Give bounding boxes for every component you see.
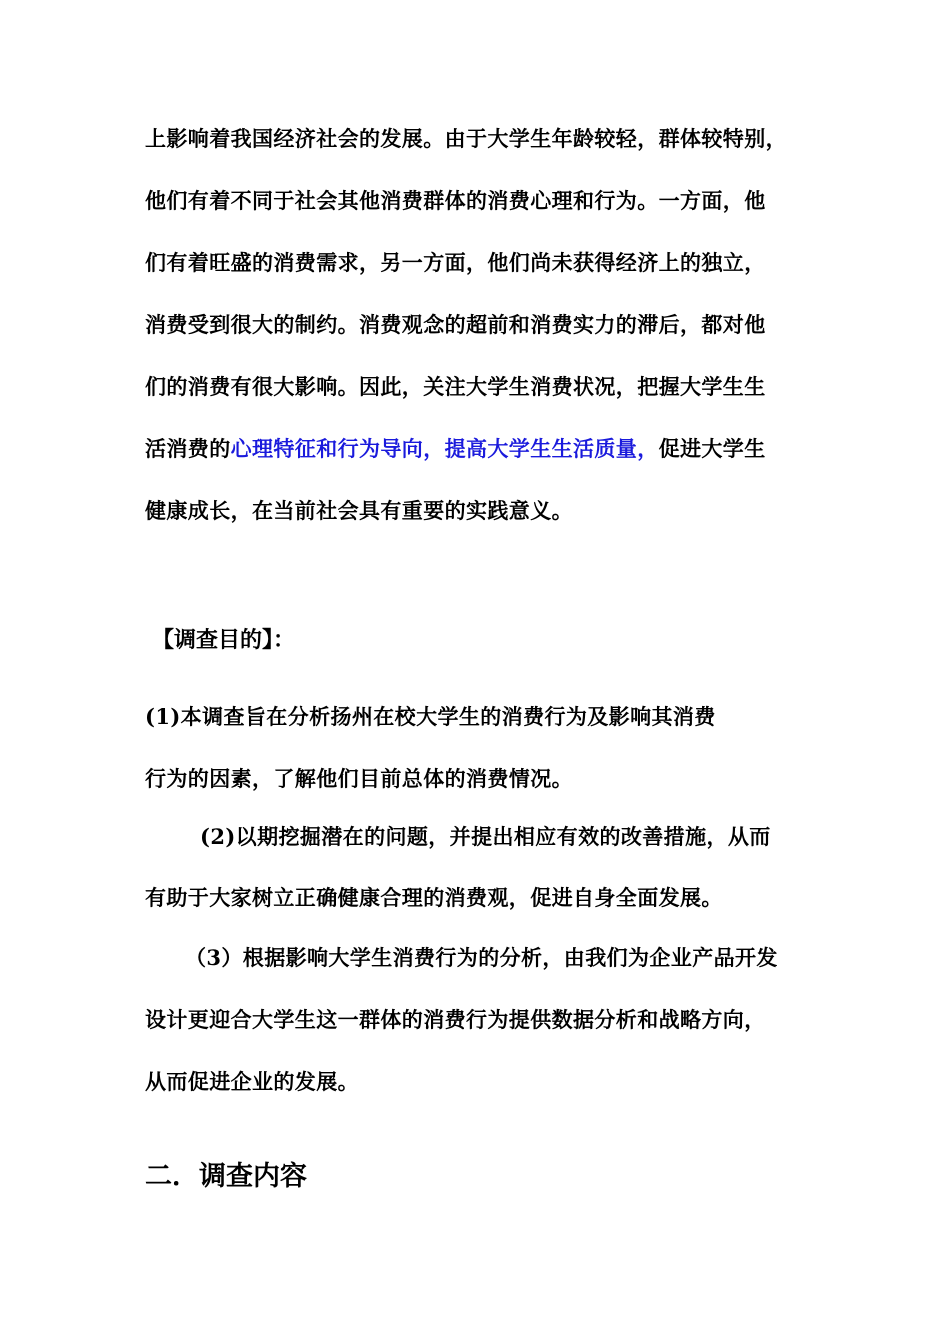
intro-line-2: 他们有着不同于社会其他消费群体的消费心理和行为。一方面，他 (145, 188, 766, 213)
intro-line-7: 健康成长，在当前社会具有重要的实践意义。 (145, 498, 573, 523)
purpose-item-2-line-1: (2)以期挖掘潜在的问题，并提出相应有效的改善措施，从而 (200, 824, 771, 849)
highlighted-text: 心理特征和行为导向，提高大学生生活质量， (230, 436, 659, 461)
intro-line-5: 们的消费有很大影响。因此，关注大学生消费状况，把握大学生生 (145, 374, 766, 399)
purpose-item-1-line-2: 行为的因素，了解他们目前总体的消费情况。 (145, 766, 573, 791)
purpose-heading: 【调查目的】： (152, 627, 296, 653)
intro-line-6-pre: 活消费的 (145, 436, 231, 461)
purpose-item-1-line-1: (1)本调查旨在分析扬州在校大学生的消费行为及影响其消费 (145, 704, 716, 729)
intro-line-4: 消费受到很大的制约。消费观念的超前和消费实力的滞后，都对他 (145, 312, 766, 337)
purpose-item-3-line-2: 设计更迎合大学生这一群体的消费行为提供数据分析和战略方向， (145, 1007, 766, 1032)
purpose-item-3-line-3: 从而促进企业的发展。 (145, 1069, 359, 1094)
purpose-item-2-line-2: 有助于大家树立正确健康合理的消费观，促进自身全面发展。 (145, 885, 723, 910)
intro-line-6 (145, 435, 766, 463)
intro-line-3: 们有着旺盛的消费需求，另一方面，他们尚未获得经济上的独立， (145, 250, 766, 275)
purpose-item-3-line-1: （3）根据影响大学生消费行为的分析，由我们为企业产品开发 (185, 945, 778, 970)
intro-line-6-post: 促进大学生 (658, 436, 766, 461)
intro-line-1: 上影响着我国经济社会的发展。由于大学生年龄较轻，群体较特别， (145, 126, 787, 151)
section-2-heading: 二．调查内容 (145, 1161, 307, 1192)
